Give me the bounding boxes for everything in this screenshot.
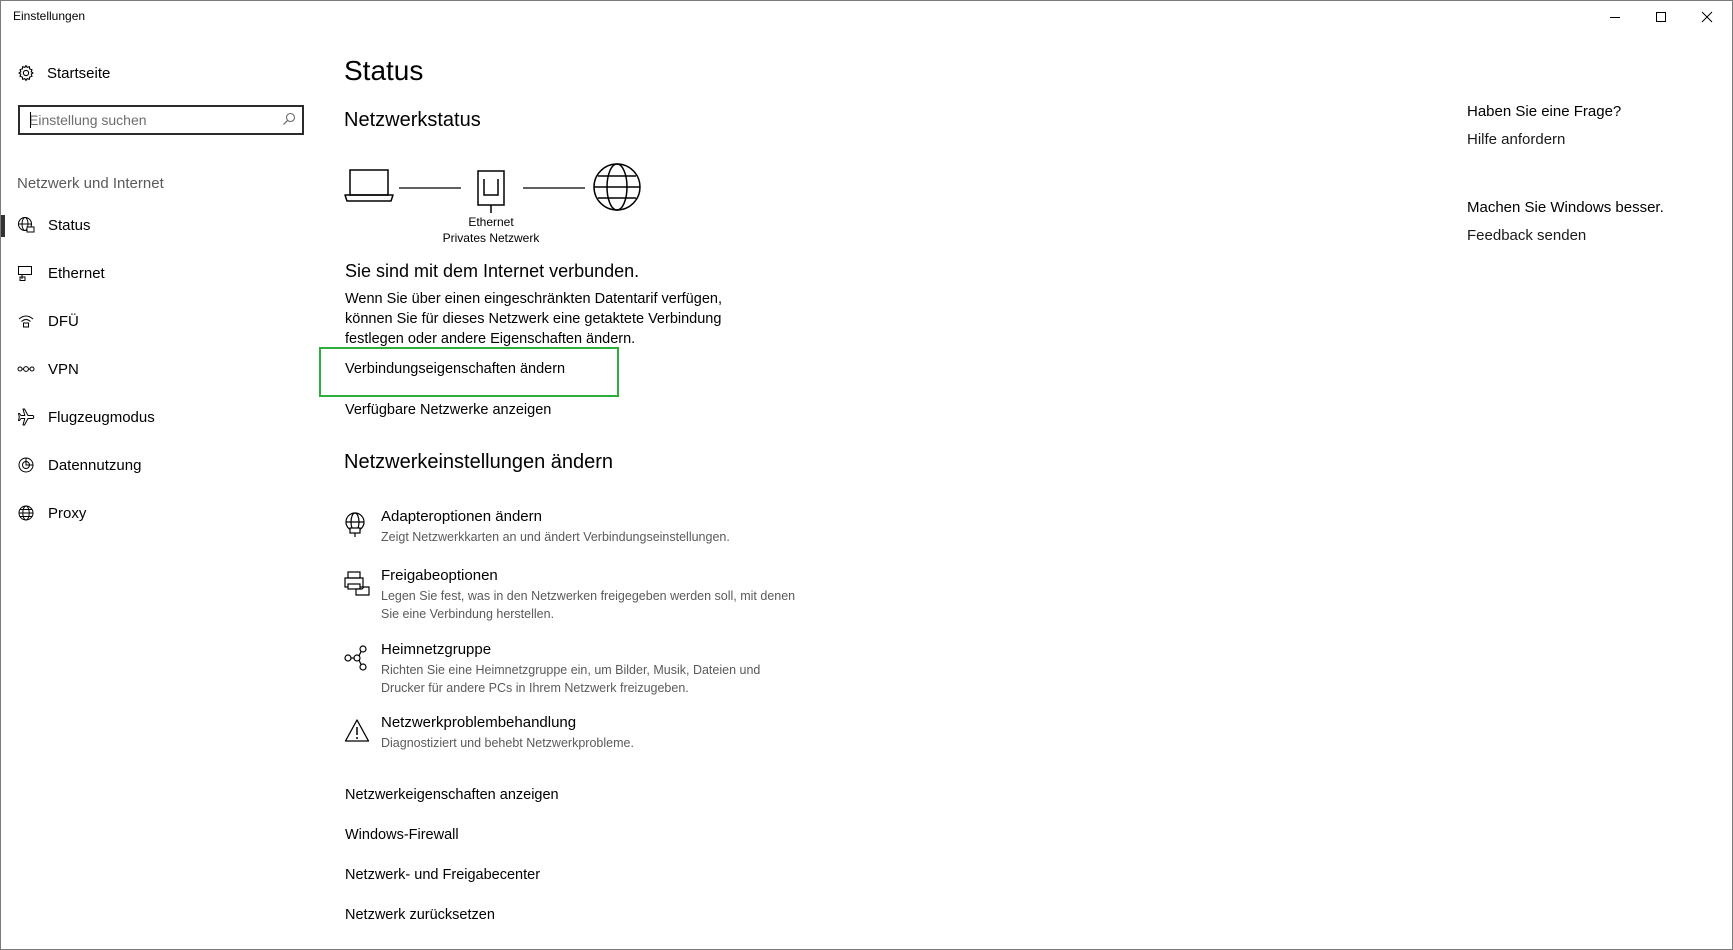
show-available-networks-link[interactable]: Verfügbare Netzwerke anzeigen (345, 402, 552, 418)
sidebar-item-dialup[interactable] (1, 301, 311, 341)
globe-icon (17, 504, 35, 522)
window-title: Einstellungen (13, 9, 86, 23)
setting-description: Diagnostiziert und behebt Netzwerkprobleme. (381, 736, 634, 750)
warning-icon (344, 718, 370, 744)
network-status-heading: Netzwerkstatus (344, 109, 481, 131)
data-usage-icon (17, 456, 35, 474)
dialup-icon (17, 312, 35, 330)
adapter-icon (344, 512, 370, 538)
adapter-label: Ethernet (468, 215, 514, 229)
search-box[interactable] (18, 105, 304, 135)
close-button[interactable] (1684, 1, 1730, 33)
home-link[interactable] (17, 61, 110, 85)
sidebar-item-label: VPN (48, 360, 79, 378)
connection-status-text: Sie sind mit dem Internet verbunden. (345, 261, 640, 281)
gear-icon (17, 64, 35, 82)
get-help-link[interactable]: Hilfe anfordern (1467, 131, 1566, 148)
ethernet-port-icon (478, 171, 504, 213)
sidebar-item-label: Status (48, 216, 91, 234)
sharing-icon (344, 571, 370, 597)
text-cursor (30, 112, 31, 128)
airplane-icon (17, 408, 35, 426)
sidebar (1, 33, 311, 949)
network-sharing-center-link[interactable]: Netzwerk- und Freigabecenter (345, 867, 541, 883)
maximize-button[interactable] (1638, 1, 1684, 33)
internet-globe-icon (594, 164, 640, 210)
globe-network-icon (17, 216, 35, 234)
search-input[interactable] (20, 107, 279, 133)
home-label: Startseite (47, 64, 111, 82)
sidebar-item-ethernet[interactable] (1, 253, 311, 293)
setting-title: Freigabeoptionen (381, 567, 498, 584)
close-icon (1701, 11, 1713, 23)
vpn-icon (17, 360, 35, 378)
sidebar-item-vpn[interactable] (1, 349, 311, 389)
network-type-label: Privates Netzwerk (442, 231, 540, 245)
title-bar (1, 1, 1732, 33)
homegroup-icon (344, 645, 370, 671)
setting-title: Adapteroptionen ändern (381, 508, 542, 525)
ethernet-icon (17, 264, 35, 282)
search-icon[interactable] (282, 112, 296, 126)
maximize-icon (1655, 11, 1667, 23)
section-label: Netzwerk und Internet (17, 175, 164, 192)
sidebar-item-label: Flugzeugmodus (48, 408, 155, 426)
laptop-icon (345, 170, 393, 201)
setting-description: Legen Sie fest, was in den Netzwerken freigegeben werden soll, mit denen Sie eine Verbindung herstellen. (381, 589, 796, 621)
sidebar-item-label: Ethernet (48, 264, 105, 282)
sidebar-item-status[interactable] (1, 205, 311, 245)
windows-firewall-link[interactable]: Windows-Firewall (345, 827, 459, 843)
page-title: Status (344, 55, 424, 86)
question-heading: Haben Sie eine Frage? (1467, 103, 1622, 120)
minimize-button[interactable] (1592, 1, 1638, 33)
metered-description: Wenn Sie über einen eingeschränkten Datentarif verfügen, können Sie für dieses Netzwerk eine getaktete Verbindung festlegen oder andere Eigenschaften ändern. (345, 291, 722, 347)
sidebar-item-data-usage[interactable] (1, 445, 311, 485)
sidebar-item-label: Proxy (48, 504, 87, 522)
change-connection-properties-link[interactable]: Verbindungseigenschaften ändern (345, 361, 566, 377)
setting-title: Heimnetzgruppe (381, 641, 492, 658)
setting-description: Zeigt Netzwerkkarten an und ändert Verbindungseinstellungen. (381, 530, 730, 544)
setting-title: Netzwerkproblembehandlung (381, 714, 577, 731)
send-feedback-link[interactable]: Feedback senden (1467, 227, 1587, 244)
change-settings-heading: Netzwerkeinstellungen ändern (344, 451, 614, 473)
active-indicator (1, 215, 5, 237)
view-network-properties-link[interactable]: Netzwerkeigenschaften anzeigen (345, 787, 559, 803)
minimize-icon (1609, 11, 1621, 23)
improve-windows-heading: Machen Sie Windows besser. (1467, 199, 1664, 216)
sidebar-item-label: Datennutzung (48, 456, 142, 474)
setting-description: Richten Sie eine Heimnetzgruppe ein, um Bilder, Musik, Dateien und Drucker für andere PCs in Ihrem Netzwerk freizugeben. (381, 663, 761, 695)
sidebar-item-label: DFÜ (48, 312, 79, 330)
sidebar-item-proxy[interactable] (1, 493, 311, 533)
sidebar-item-airplane[interactable] (1, 397, 311, 437)
network-reset-link[interactable]: Netzwerk zurücksetzen (345, 907, 495, 923)
